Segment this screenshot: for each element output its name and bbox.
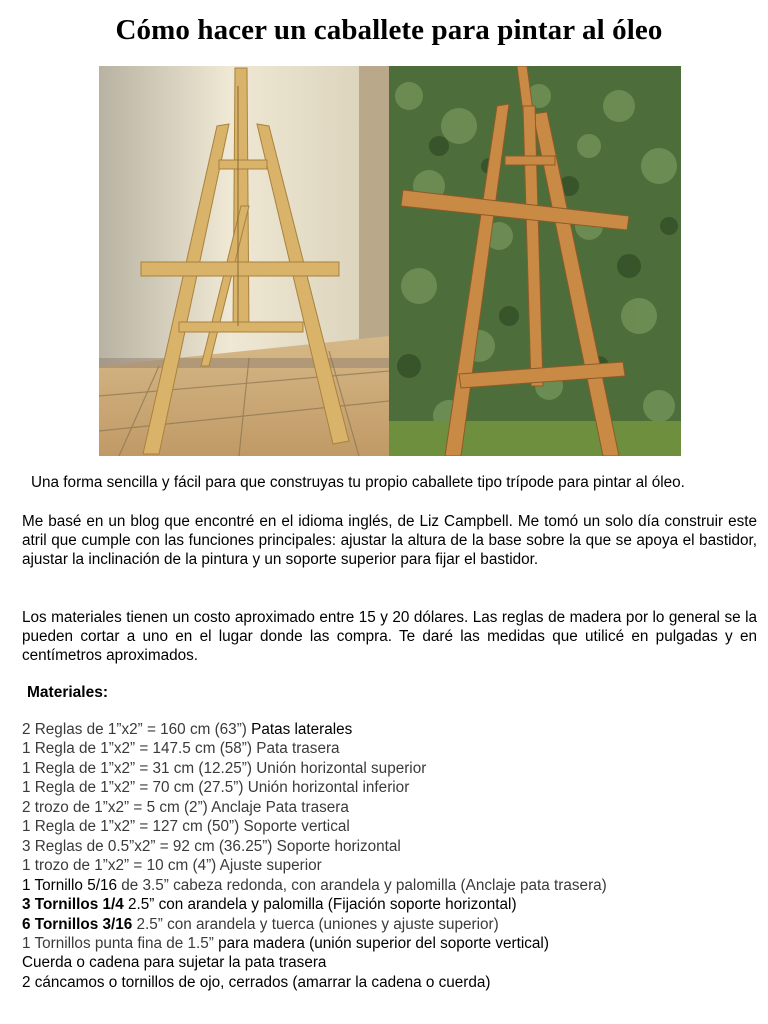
list-item: 1 Tornillo 5/16 de 3.5” cabeza redonda, con arandela y palomilla (Anclaje pata trasera) [22, 876, 607, 894]
list-item: 1 trozo de 1”x2” = 10 cm (4”) Ajuste superior [22, 857, 322, 875]
materials-list [22, 720, 757, 992]
intro-paragraph: Una forma sencilla y fácil para que construyas tu propio caballete tipo trípode para pintar al óleo. [31, 474, 685, 491]
list-item: 2 Reglas de 1”x2” = 160 cm (63”) Patas laterales [22, 721, 353, 738]
list-item: 3 Tornillos 1/4 2.5” con arandela y palomilla (Fijación soporte horizontal) [22, 896, 517, 914]
materials-heading: Materiales: [27, 684, 108, 701]
list-item: Cuerda o cadena para sujetar la pata trasera [22, 954, 327, 972]
paragraph-background: Me basé en un blog que encontré en el idioma inglés, de Liz Campbell. Me tomó un solo día construir este atril que cumple con las funciones principales: ajustar la altura de la base sobre la que se apoya el bastidor, ajustar la inclinación de la pintura y un soporte superior para fijar el bastidor. [22, 513, 757, 568]
list-item: 2 cáncamos o tornillos de ojo, cerrados (amarrar la cadena o cuerda) [22, 973, 491, 991]
list-item: 1 Regla de 1”x2” = 31 cm (12.25”) Unión horizontal superior [22, 759, 427, 777]
easel-indoor-illustration [99, 66, 389, 456]
easel-photos [99, 66, 681, 456]
list-item: 1 Regla de 1”x2” = 127 cm (50”) Soporte vertical [22, 818, 350, 836]
list-item: 6 Tornillos 3/16 2.5” con arandela y tuerca (uniones y ajuste superior) [22, 915, 499, 933]
list-item: 2 trozo de 1”x2” = 5 cm (2”) Anclaje Pata trasera [22, 798, 349, 816]
list-item: 1 Regla de 1”x2” = 70 cm (27.5”) Unión horizontal inferior [22, 779, 410, 797]
easel-photo-outdoor [389, 66, 681, 456]
page-title: Cómo hacer un caballete para pintar al óleo [115, 14, 663, 46]
easel-outdoor-illustration [389, 66, 681, 456]
list-item: 1 Tornillos punta fina de 1.5” para madera (unión superior del soporte vertical) [22, 934, 549, 952]
easel-photo-indoor [99, 66, 389, 456]
list-item: 1 Regla de 1”x2” = 147.5 cm (58”) Pata trasera [22, 740, 340, 758]
paragraph-costs: Los materiales tienen un costo aproximado entre 15 y 20 dólares. Las reglas de madera por lo general se la pueden cortar a uno en el lugar donde las compra. Te daré las medidas que utilicé en pulgadas y en centímetros aproximados. [22, 609, 757, 664]
list-item: 3 Reglas de 0.5”x2” = 92 cm (36.25”) Soporte horizontal [22, 837, 401, 855]
